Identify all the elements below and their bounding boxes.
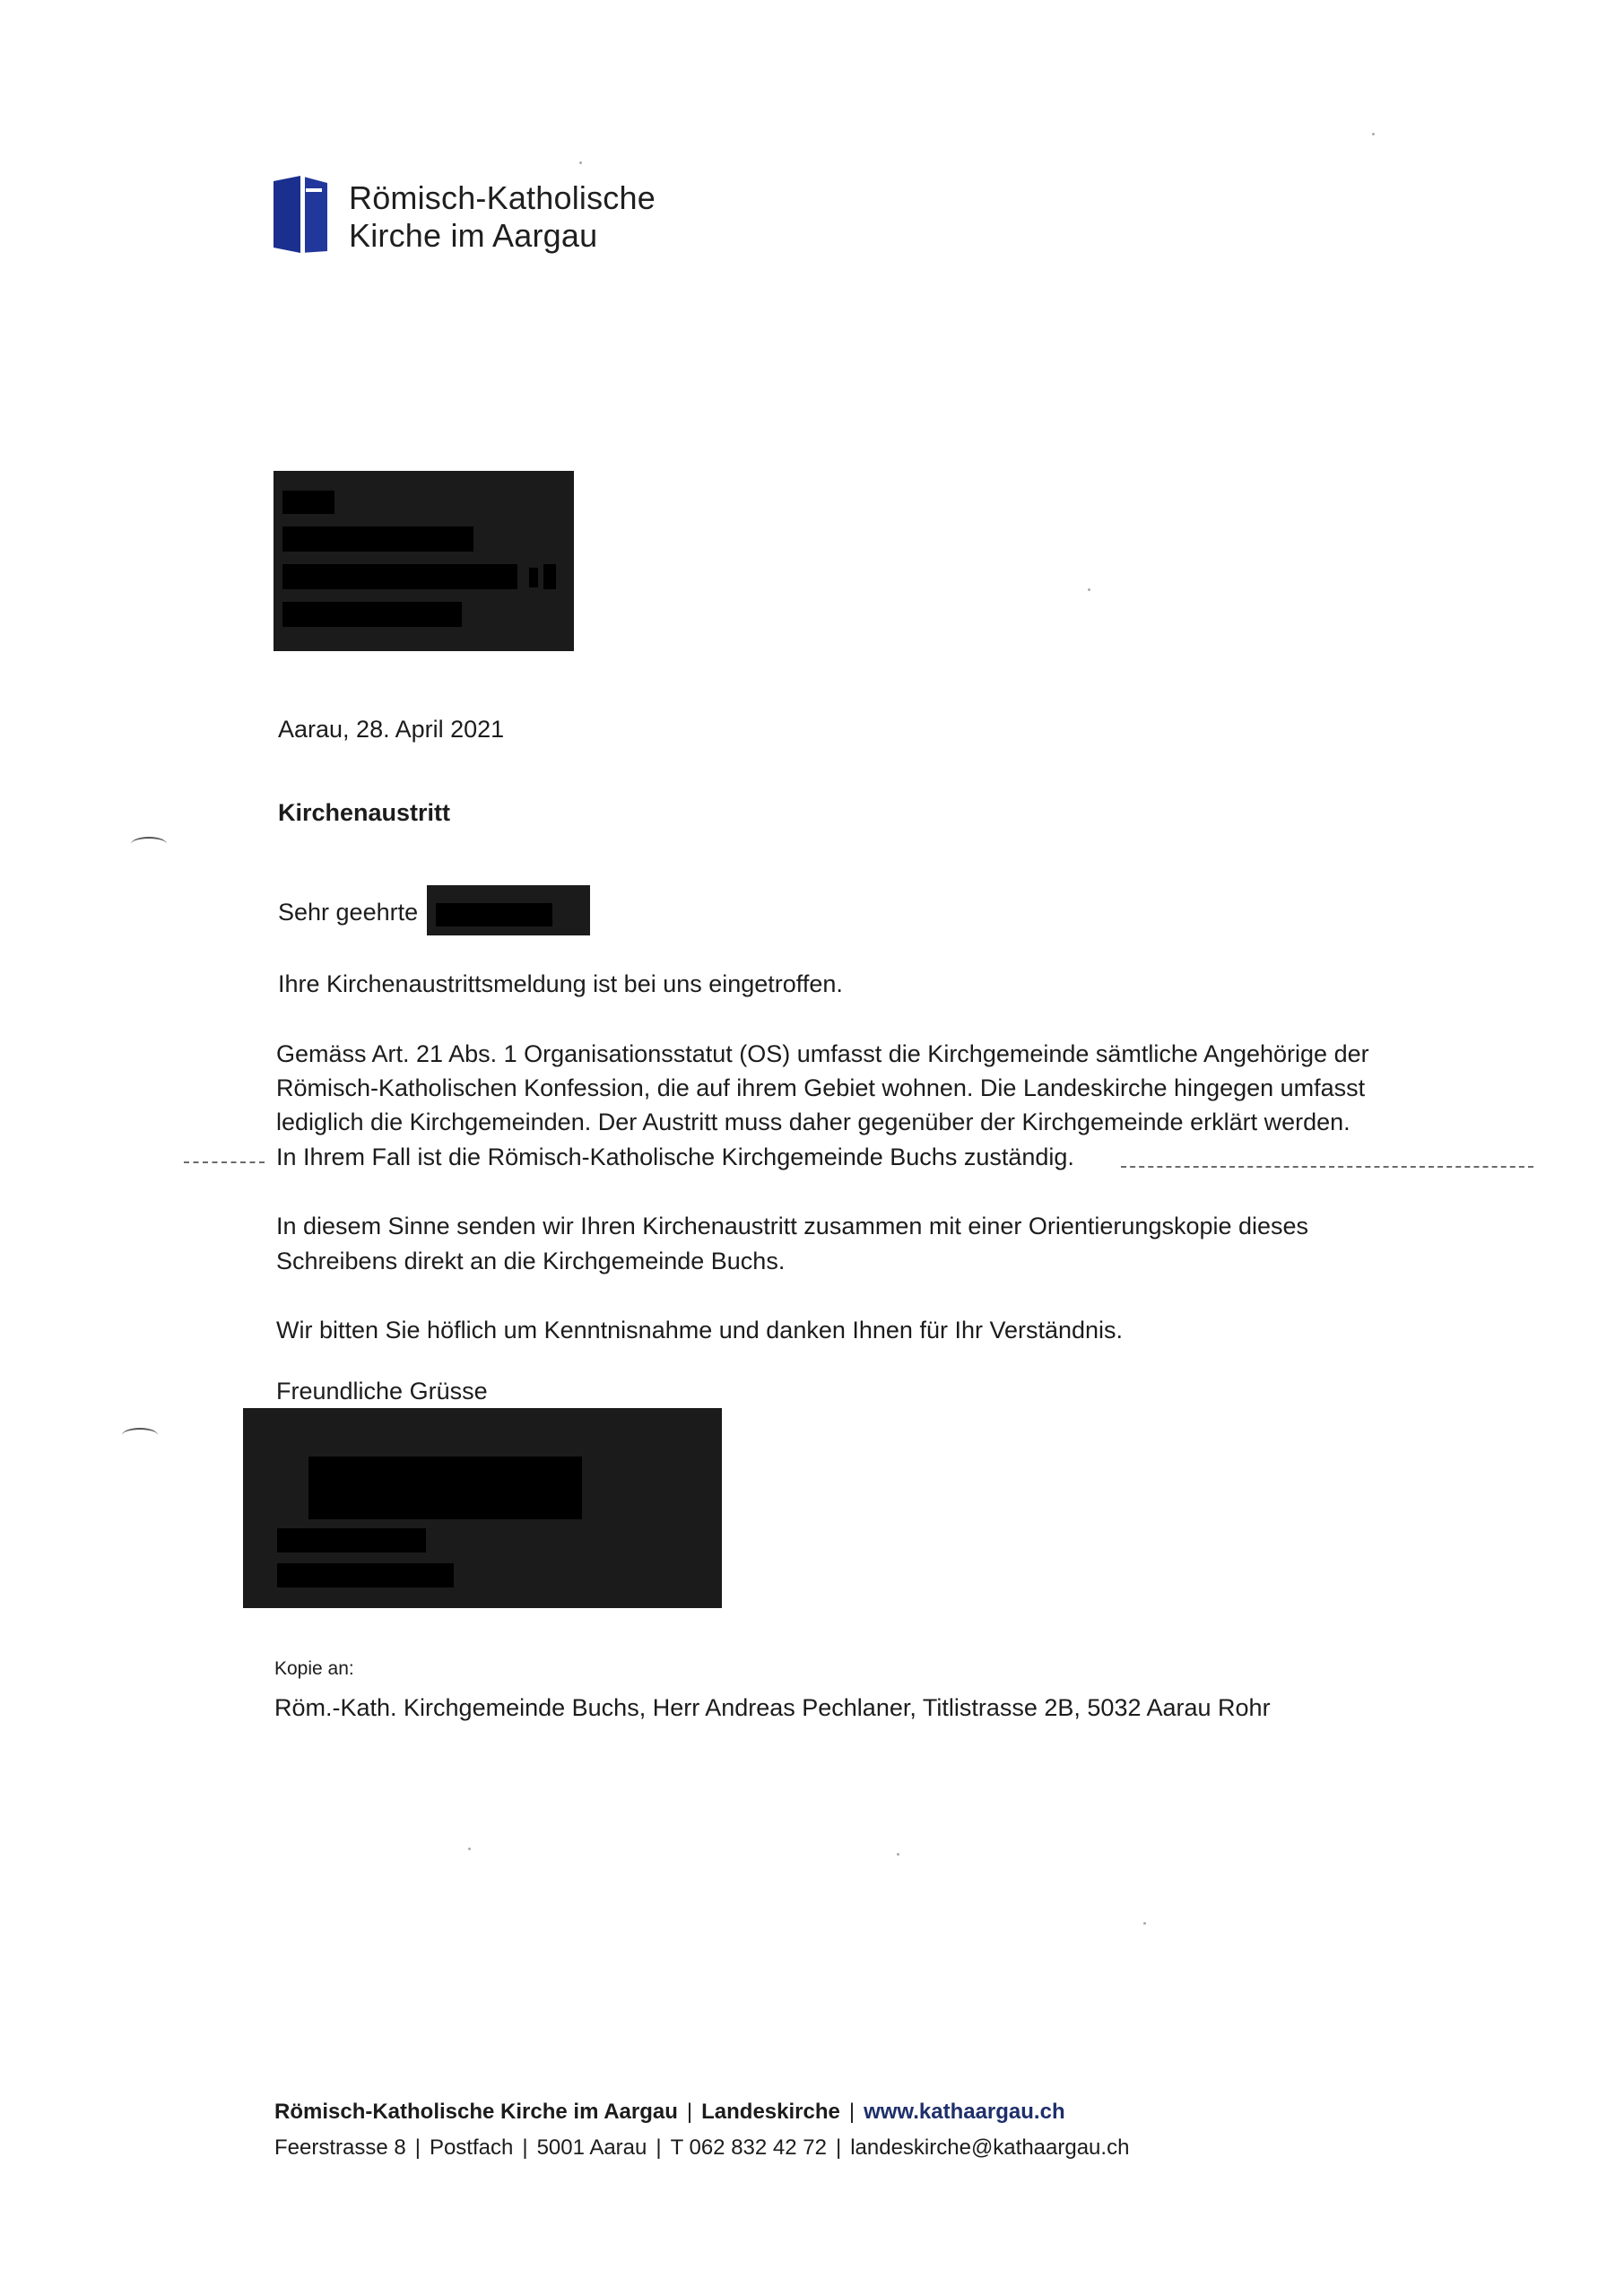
footer-line-1 xyxy=(274,2100,1065,2125)
salutation: Sehr geehrte xyxy=(278,899,419,926)
footer-pobox: Postfach xyxy=(429,2135,514,2160)
scan-speck xyxy=(1088,588,1090,591)
paragraph-thanks: Wir bitten Sie höflich um Kenntnisnahme und danken Ihnen für Ihr Verständnis. xyxy=(276,1317,1124,1344)
scan-speck xyxy=(897,1853,899,1856)
scan-punch-mark xyxy=(122,1428,158,1442)
scan-punch-mark xyxy=(131,837,167,851)
footer-type: Landeskirche xyxy=(701,2100,840,2124)
redacted-recipient-name xyxy=(427,885,590,935)
redacted-recipient-address xyxy=(274,471,574,651)
scan-artifact-line-left xyxy=(184,1161,265,1163)
paragraph-receipt: Ihre Kirchenaustrittsmeldung ist bei uns eingetroffen. xyxy=(278,970,843,997)
footer-phone: T 062 832 42 72 xyxy=(670,2135,827,2160)
redacted-signature xyxy=(243,1408,722,1608)
letterhead-org-name xyxy=(349,179,656,255)
letter-date: Aarau, 28. April 2021 xyxy=(278,716,505,743)
paragraph-legal-line-3: lediglich die Kirchgemeinden. Der Austritt muss daher gegenüber der Kirchgemeinde erklärt werden. xyxy=(276,1109,1350,1135)
org-name-line2: Kirche im Aargau xyxy=(349,217,598,254)
copy-label: Kopie an: xyxy=(274,1658,354,1679)
footer-separator: | xyxy=(656,2135,662,2160)
paragraph-legal-line-2: Römisch-Katholischen Konfession, die auf ihrem Gebiet wohnen. Die Landeskirche hingegen umfasst xyxy=(276,1074,1366,1101)
footer-separator: | xyxy=(686,2100,693,2124)
footer-separator: | xyxy=(414,2135,421,2160)
paragraph-forwarding-line-2: Schreibens direkt an die Kirchgemeinde Buchs. xyxy=(276,1248,786,1274)
scan-speck xyxy=(1143,1922,1146,1925)
footer-separator: | xyxy=(835,2135,842,2160)
copy-recipient: Röm.-Kath. Kirchgemeinde Buchs, Herr Andreas Pechlaner, Titlistrasse 2B, 5032 Aarau Rohr xyxy=(274,1694,1271,1721)
org-name-line1: Römisch-Katholische xyxy=(349,179,656,216)
paragraph-legal-line-1: Gemäss Art. 21 Abs. 1 Organisationsstatut (OS) umfasst die Kirchgemeinde sämtliche Angehörige der xyxy=(276,1040,1369,1067)
closing: Freundliche Grüsse xyxy=(276,1378,488,1405)
footer-street: Feerstrasse 8 xyxy=(274,2135,406,2160)
footer-website-link[interactable]: www.kathaargau.ch xyxy=(864,2100,1065,2124)
church-logo-icon xyxy=(274,176,327,253)
scan-speck xyxy=(468,1848,471,1850)
letter-subject: Kirchenaustritt xyxy=(278,799,451,826)
footer-line-2 xyxy=(274,2135,1129,2161)
footer-separator: | xyxy=(848,2100,855,2124)
scan-artifact-line-right xyxy=(1121,1166,1533,1168)
paragraph-forwarding-line-1: In diesem Sinne senden wir Ihren Kirchenaustritt zusammen mit einer Orientierungskopie dieses xyxy=(276,1213,1309,1239)
scan-speck xyxy=(579,161,582,164)
paragraph-legal-line-4: In Ihrem Fall ist die Römisch-Katholische Kirchgemeinde Buchs zuständig. xyxy=(276,1144,1074,1170)
footer-email[interactable]: landeskirche@kathaargau.ch xyxy=(850,2135,1130,2160)
scan-speck xyxy=(1372,133,1375,135)
footer-city: 5001 Aarau xyxy=(536,2135,647,2160)
footer-org: Römisch-Katholische Kirche im Aargau xyxy=(274,2100,678,2124)
footer-separator: | xyxy=(522,2135,528,2160)
